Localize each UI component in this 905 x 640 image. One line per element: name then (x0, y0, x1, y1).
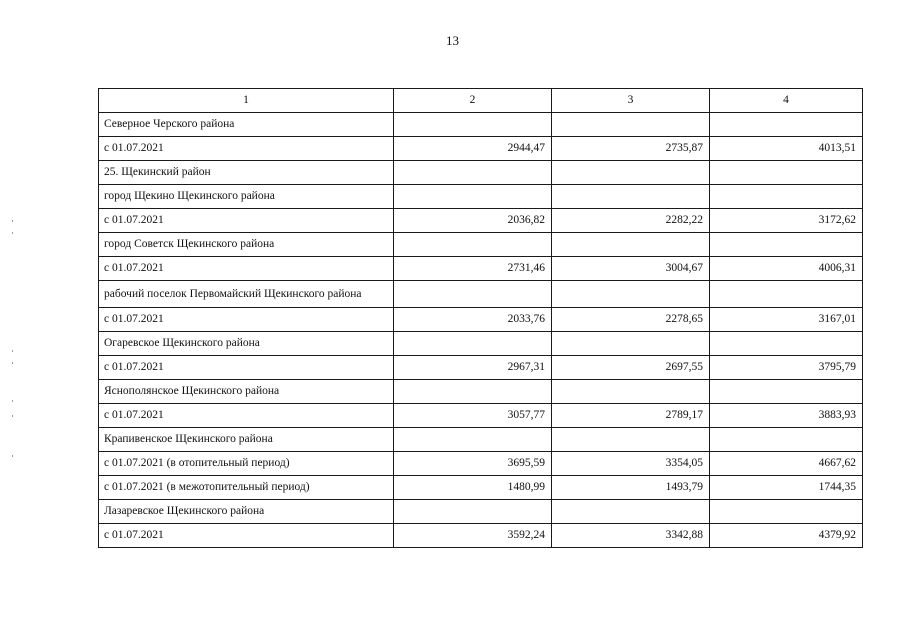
value-cell-col-3: 1493,79 (552, 476, 710, 500)
value-cell-col-2: 3695,59 (394, 452, 552, 476)
empty-cell (710, 332, 863, 356)
empty-cell (552, 233, 710, 257)
empty-cell (552, 161, 710, 185)
column-header-1: 1 (99, 89, 394, 113)
empty-cell (710, 185, 863, 209)
empty-cell (552, 428, 710, 452)
table-body (99, 89, 863, 548)
value-cell-col-4: 4006,31 (710, 257, 863, 281)
table-row-section (99, 233, 863, 257)
value-cell-col-3: 2735,87 (552, 137, 710, 161)
value-cell-col-2: 2944,47 (394, 137, 552, 161)
value-cell-col-3: 3354,05 (552, 452, 710, 476)
empty-cell (710, 380, 863, 404)
value-cell-col-3: 2282,22 (552, 209, 710, 233)
section-label: Лазаревское Щекинского района (99, 500, 394, 524)
table-row-data (99, 137, 863, 161)
value-cell-col-2: 2036,82 (394, 209, 552, 233)
row-label: с 01.07.2021 (в межотопительный период) (99, 476, 394, 500)
value-cell-col-4: 4667,62 (710, 452, 863, 476)
empty-cell (710, 281, 863, 308)
empty-cell (552, 380, 710, 404)
empty-cell (394, 500, 552, 524)
empty-cell (552, 281, 710, 308)
table-row-section (99, 185, 863, 209)
empty-cell (552, 332, 710, 356)
empty-cell (552, 113, 710, 137)
value-cell-col-3: 3342,88 (552, 524, 710, 548)
table-row-section (99, 428, 863, 452)
section-label: Крапивенское Щекинского района (99, 428, 394, 452)
table-row-section (99, 161, 863, 185)
row-label: с 01.07.2021 (99, 257, 394, 281)
value-cell-col-4: 3167,01 (710, 308, 863, 332)
table-row-section (99, 281, 863, 308)
empty-cell (394, 161, 552, 185)
section-label: рабочий поселок Первомайский Щекинского района (99, 281, 394, 308)
tariff-table (98, 88, 863, 548)
column-header-3: 3 (552, 89, 710, 113)
empty-cell (710, 113, 863, 137)
column-header-2: 2 (394, 89, 552, 113)
value-cell-col-4: 4013,51 (710, 137, 863, 161)
scan-margin-marks (12, 220, 16, 480)
table-row-section (99, 113, 863, 137)
value-cell-col-2: 2731,46 (394, 257, 552, 281)
column-header-4: 4 (710, 89, 863, 113)
page-number: 13 (446, 33, 459, 48)
empty-cell (710, 428, 863, 452)
row-label: с 01.07.2021 (99, 209, 394, 233)
empty-cell (394, 380, 552, 404)
table-row-data (99, 404, 863, 428)
value-cell-col-4: 3172,62 (710, 209, 863, 233)
value-cell-col-2: 1480,99 (394, 476, 552, 500)
empty-cell (394, 233, 552, 257)
table-row-section (99, 500, 863, 524)
table-row-data (99, 209, 863, 233)
empty-cell (394, 281, 552, 308)
value-cell-col-2: 2033,76 (394, 308, 552, 332)
row-label: с 01.07.2021 (99, 137, 394, 161)
table-header-row (99, 89, 863, 113)
value-cell-col-2: 3057,77 (394, 404, 552, 428)
value-cell-col-4: 1744,35 (710, 476, 863, 500)
section-label: Яснополянское Щекинского района (99, 380, 394, 404)
value-cell-col-2: 2967,31 (394, 356, 552, 380)
empty-cell (394, 428, 552, 452)
section-label: Северное Черского района (99, 113, 394, 137)
section-label: 25. Щекинский район (99, 161, 394, 185)
empty-cell (394, 332, 552, 356)
empty-cell (394, 113, 552, 137)
table-row-data (99, 356, 863, 380)
row-label: с 01.07.2021 (99, 524, 394, 548)
section-label: город Щекино Щекинского района (99, 185, 394, 209)
value-cell-col-4: 4379,92 (710, 524, 863, 548)
value-cell-col-3: 2789,17 (552, 404, 710, 428)
value-cell-col-4: 3795,79 (710, 356, 863, 380)
empty-cell (710, 233, 863, 257)
value-cell-col-4: 3883,93 (710, 404, 863, 428)
row-label: с 01.07.2021 (99, 356, 394, 380)
table-row-data (99, 524, 863, 548)
table-row-section (99, 332, 863, 356)
empty-cell (552, 500, 710, 524)
empty-cell (710, 500, 863, 524)
empty-cell (710, 161, 863, 185)
table-row-section (99, 380, 863, 404)
table-row-data (99, 452, 863, 476)
section-label: город Советск Щекинского района (99, 233, 394, 257)
table-row-data (99, 257, 863, 281)
table-row-data (99, 476, 863, 500)
row-label: с 01.07.2021 (99, 404, 394, 428)
section-label: Огаревское Щекинского района (99, 332, 394, 356)
empty-cell (394, 185, 552, 209)
value-cell-col-3: 2697,55 (552, 356, 710, 380)
value-cell-col-2: 3592,24 (394, 524, 552, 548)
row-label: с 01.07.2021 (99, 308, 394, 332)
row-label: с 01.07.2021 (в отопительный период) (99, 452, 394, 476)
value-cell-col-3: 3004,67 (552, 257, 710, 281)
value-cell-col-3: 2278,65 (552, 308, 710, 332)
empty-cell (552, 185, 710, 209)
table-row-data (99, 308, 863, 332)
